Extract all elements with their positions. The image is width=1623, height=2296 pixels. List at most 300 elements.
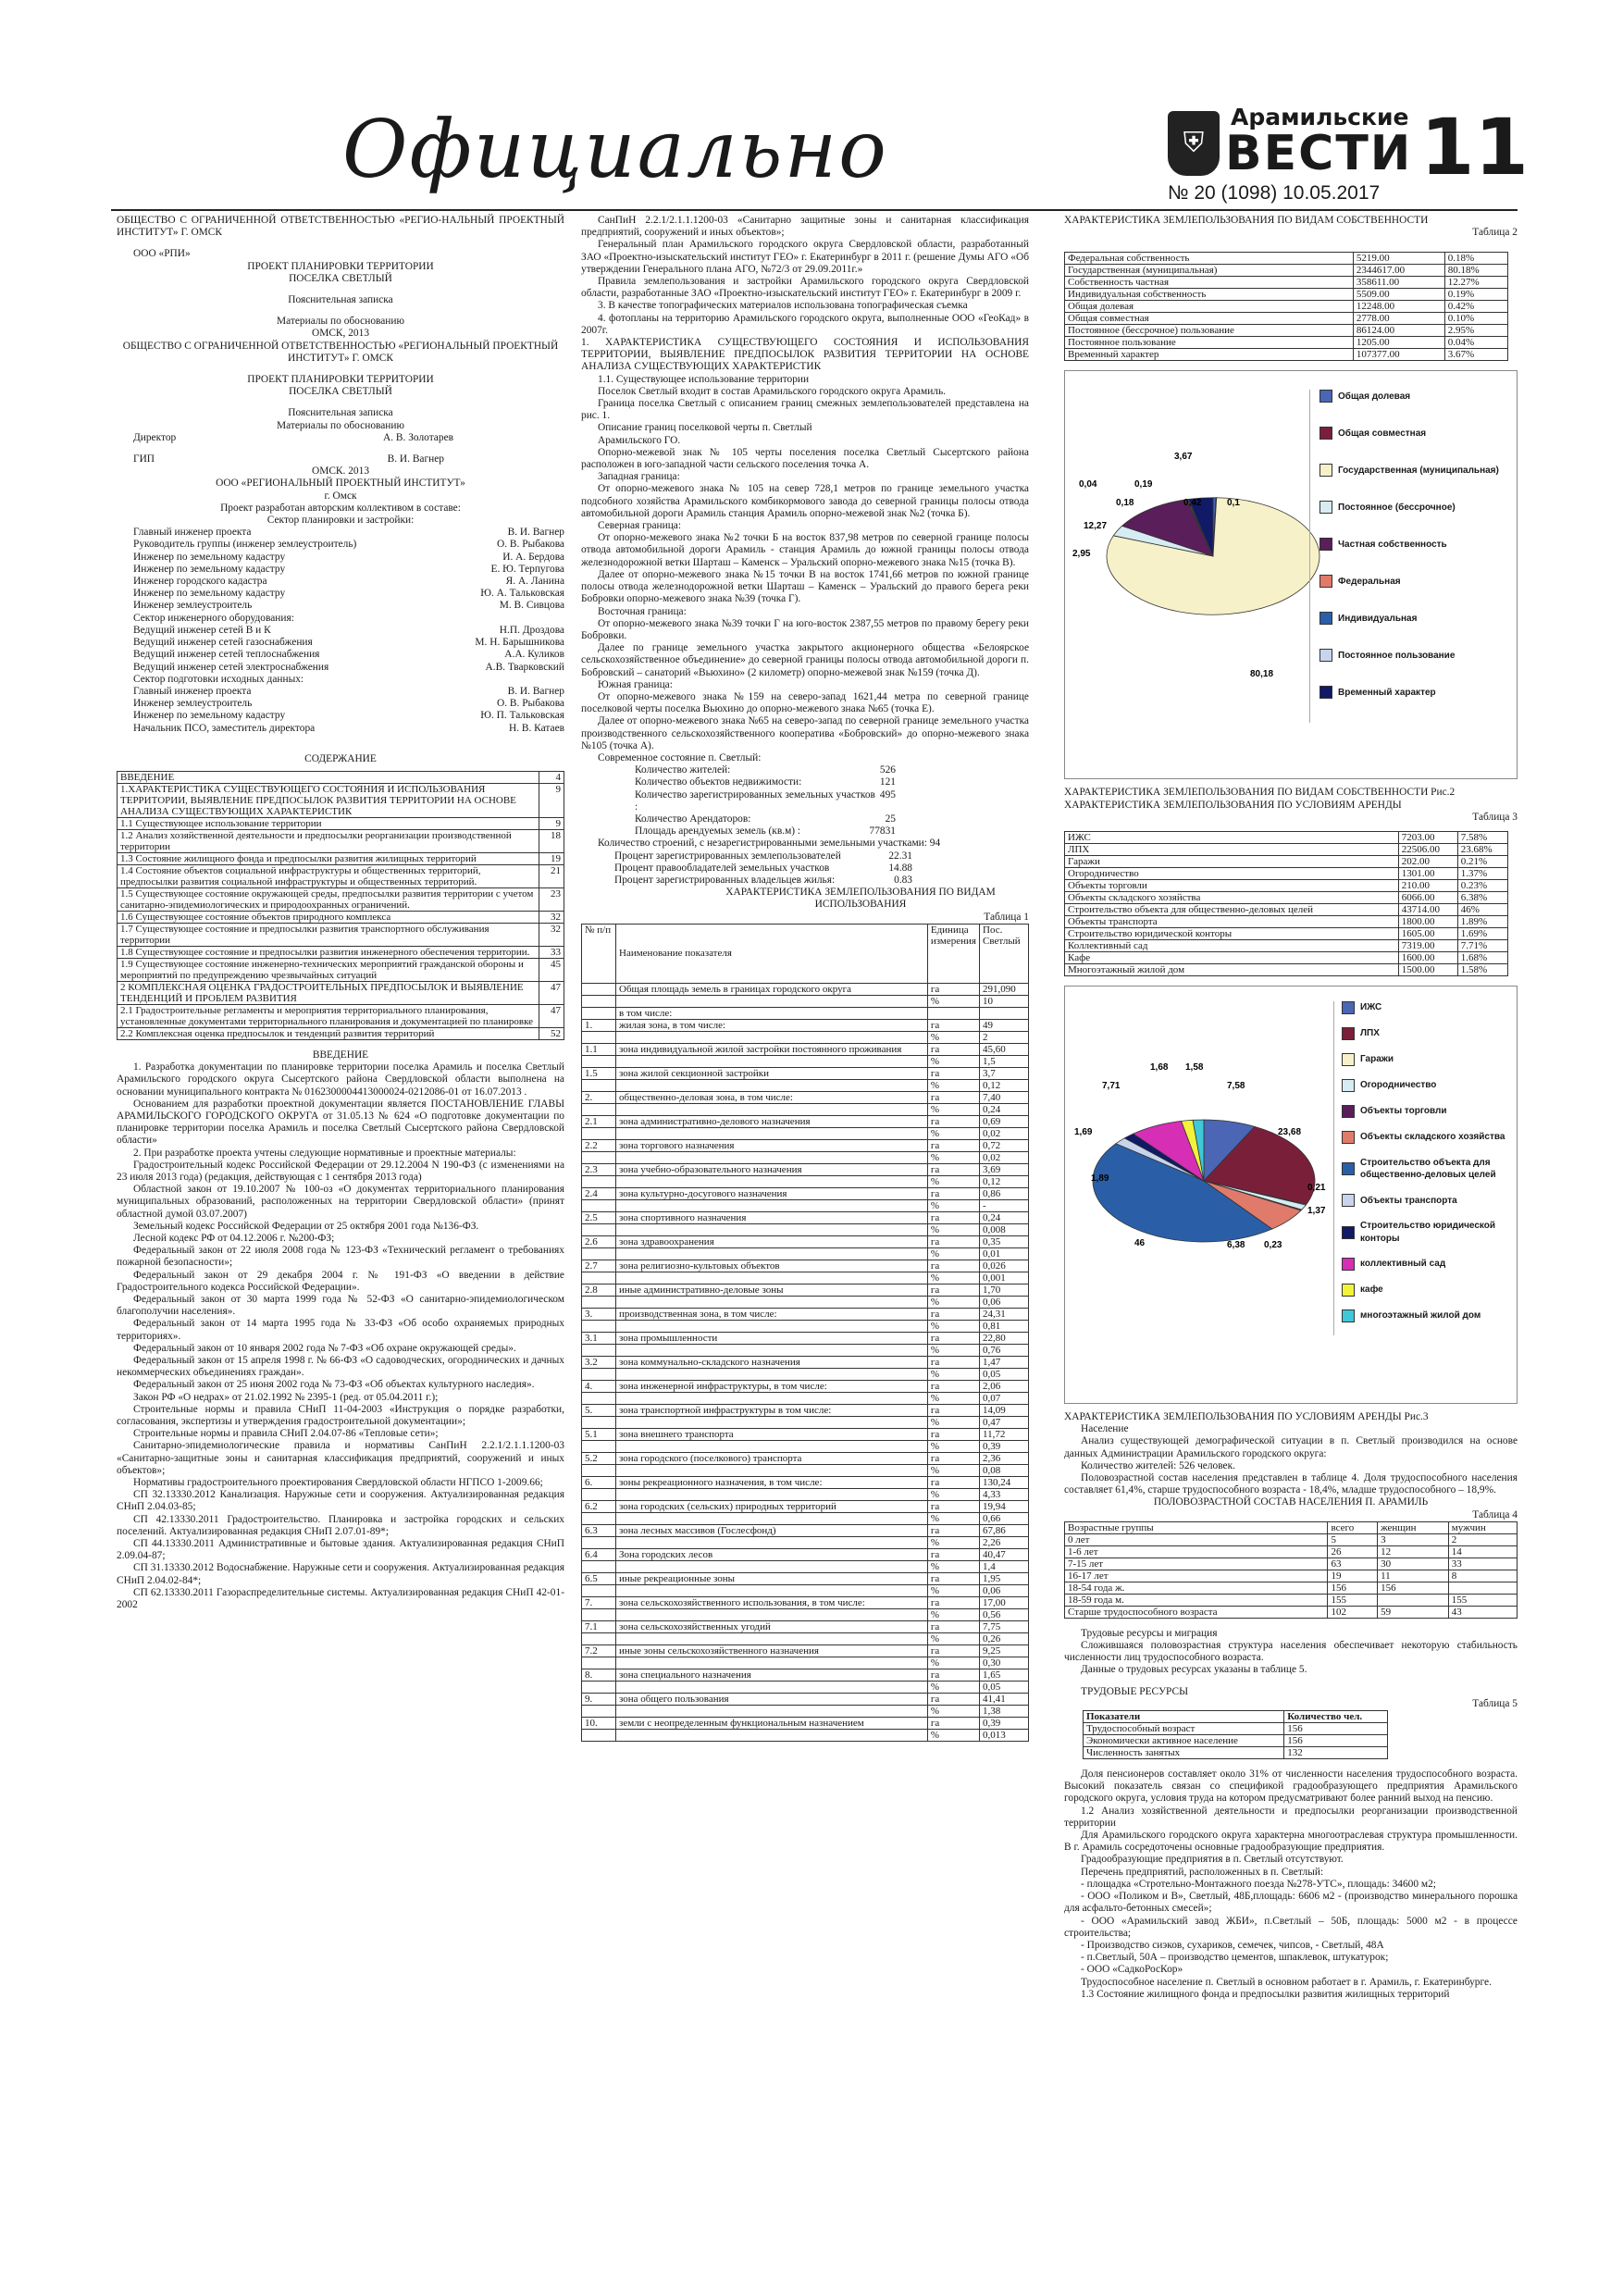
table-row — [118, 981, 564, 1004]
paragraph: Областной закон от 19.10.2007 № 100-оз «О документах территориального планирования муниципальных образований, расположенных на территории Свердловской области» (принят областной думой 03.07.2007) — [117, 1184, 564, 1220]
table-cell: % — [927, 1705, 979, 1717]
table-cell: % — [927, 1440, 979, 1452]
table-cell: зона административно-делового назначения — [616, 1115, 928, 1127]
paragraph: Сложившаяся половозрастная структура населения обеспечивает некоторую стабильность численности лиц трудоспособного возраста. — [1064, 1640, 1518, 1664]
paragraph: 4. фотопланы на территорию Арамильского городского округа, выполненные ООО «ГеоКад» в 2007г. — [581, 312, 1029, 336]
stat-row: Процент зарегистрированных владельцев жилья: 0.83 — [614, 874, 912, 886]
legend-label: Временный характер — [1338, 687, 1436, 698]
table-cell: 19 — [539, 852, 564, 864]
figure-3-caption: ХАРАКТЕРИСТИКА ЗЕМЛЕПОЛЬЗОВАНИЯ ПО УСЛОВИЯМ АРЕНДЫ Рис.3 — [1064, 1411, 1429, 1423]
table-cell: 1.4 Состояние объектов социальной инфраструктуры и общественных территорий, предпосылки развития социальной инфраструктуры и общественных территорий. — [118, 864, 539, 887]
table-cell — [582, 1392, 616, 1404]
paragraph: От опорно-межевого знака №2 точки Б на восток 837,98 метров по северной границе полосы отвода автомобильной дороги Арамиль - станция Арамиль до южной границы полосы отвода железнодорожной ветки Шарташ – Каменск – Уральский опорно-межевого знака №15 (точка В). — [581, 532, 1029, 568]
table-cell: 18-54 года ж. — [1065, 1582, 1328, 1594]
paragraph: 2. При разработке проекта учтены следующие нормативные и проектные материалы: — [133, 1147, 516, 1159]
legend-item — [1342, 1053, 1522, 1066]
table-row — [582, 1127, 1029, 1139]
table-cell: 5.1 — [582, 1428, 616, 1440]
legend-swatch — [1342, 1001, 1355, 1014]
data-label: 7,71 — [1102, 1081, 1121, 1092]
table-cell: 14 — [1448, 1545, 1517, 1558]
staff-row: Начальник ПСО, заместитель директора Н. В. Катаев — [133, 722, 564, 734]
pie-chart-svg — [1065, 987, 1343, 1403]
labor-text — [1064, 1628, 1518, 1677]
paragraph: Перечень предприятий, расположенных в п. Светлый: — [1081, 1866, 1324, 1878]
legend-label: многоэтажный жилой дом — [1360, 1310, 1481, 1322]
table-cell: ИЖС — [1065, 832, 1399, 844]
legend-swatch — [1319, 686, 1332, 699]
table-cell: % — [927, 1368, 979, 1380]
legend-item — [1342, 1258, 1522, 1271]
legend-swatch — [1319, 649, 1332, 662]
table-row — [582, 1452, 1029, 1464]
table-cell: 9. — [582, 1693, 616, 1705]
table-cell — [616, 1440, 928, 1452]
table-cell: Постоянное (бессрочное) пользование — [1065, 325, 1354, 337]
table-cell: 6. — [582, 1476, 616, 1488]
table-header-cell: женщин — [1378, 1521, 1449, 1533]
table-cell: га — [927, 1067, 979, 1079]
table-cell: Огородничество — [1065, 868, 1399, 880]
table-row — [1065, 313, 1508, 325]
figure-2-caption: ХАРАКТЕРИСТИКА ЗЕМЛЕПОЛЬЗОВАНИЯ ПО ВИДАМ СОБСТВЕННОСТИ Рис.2 — [1064, 787, 1456, 799]
table-row — [1065, 868, 1508, 880]
paragraph: Количество жителей: 526 человек. — [1081, 1459, 1235, 1471]
table-cell: 0.19% — [1444, 289, 1507, 301]
chart-legend — [1309, 390, 1523, 723]
paragraph: От опорно-межевого знака № 105 на север 728,1 метров по границе земельного участка подсобного хозяйства Арамильского комбикормового завода до северной границы полосы отвода автомобильной дороги Арамиль станция Арамиль опорно-межевой знак №2 (точка Б). — [581, 483, 1029, 519]
paragraph: Федеральный закон от 15 апреля 1998 г. № 66-ФЗ «О садоводческих, огороднических и дачных некоммерческих объединениях граждан». — [117, 1355, 564, 1379]
table-cell — [582, 1368, 616, 1380]
table-cell: 2.2 Комплексная оценка предпосылок и тенденций развития территорий — [118, 1027, 539, 1039]
table-cell: 156 — [1284, 1735, 1388, 1747]
table-cell: жилая зона, в том числе: — [616, 1019, 928, 1031]
table-cell: 0,76 — [980, 1344, 1029, 1356]
table-row — [582, 1199, 1029, 1211]
paragraph: Санитарно-эпидемиологические правила и нормативы СанПиН 2.2.1/2.1.1.1200-03 «Санитарно-защитные зоны и санитарная классификация предприятий, сооружений и иных объектов»; — [117, 1440, 564, 1476]
table-cell — [616, 1320, 928, 1332]
table-row — [582, 1657, 1029, 1669]
table-row — [582, 1296, 1029, 1308]
data-label: 1,69 — [1074, 1127, 1093, 1138]
legend-item — [1342, 1194, 1522, 1207]
legend-item — [1342, 1284, 1522, 1297]
table-cell: 0,39 — [980, 1440, 1029, 1452]
table-cell: % — [927, 1247, 979, 1260]
table-cell — [616, 1488, 928, 1500]
table-cell: 2 КОМПЛЕКСНАЯ ОЦЕНКА ГРАДОСТРОИТЕЛЬНЫХ ПРЕДПОСЫЛОК И ВЫЯВЛЕНИЕ ТЕНДЕНЦИЙ И ПРОБЛЕМ РАЗВИТИЯ — [118, 981, 539, 1004]
stat-row: Количество жителей: 526 — [635, 764, 896, 776]
table-cell: 7.71% — [1457, 940, 1507, 952]
paragraph: СП 31.13330.2012 Водоснабжение. Наружные сети и сооружения. Актуализированная редакция СНиП 2.04.02-84*; — [117, 1562, 564, 1586]
table-cell: 1.2 Анализ хозяйственной деятельности и предпосылки реорганизации производственной территории — [118, 829, 539, 852]
table-row — [118, 817, 564, 829]
paragraph: - ООО «СадкоРосКор» — [1081, 1964, 1183, 1976]
table-row — [582, 1368, 1029, 1380]
table-cell: Кафе — [1065, 952, 1399, 964]
table-cell — [582, 1608, 616, 1620]
section-1-heading: 1. ХАРАКТЕРИСТИКА СУЩЕСТВУЮЩЕГО СОСТОЯНИЯ И ИСПОЛЬЗОВАНИЯ ТЕРРИТОРИИ, ВЫЯВЛЕНИЕ ПРЕДПОСЫЛОК РАЗВИТИЯ ТЕРРИТОРИИ НА ОСНОВЕ АНАЛИЗА СУЩЕСТВУЮЩИХ ХАРАКТЕРИСТИК — [581, 337, 1029, 373]
toc-title: СОДЕРЖАНИЕ — [304, 752, 377, 764]
table-cell: га — [927, 1139, 979, 1151]
table-cell: 0,06 — [980, 1584, 1029, 1596]
table-cell: 2 — [1448, 1533, 1517, 1545]
table-cell: 0,35 — [980, 1235, 1029, 1247]
table-cell — [582, 1705, 616, 1717]
percent-stats — [598, 850, 912, 887]
table-row — [582, 1163, 1029, 1175]
table-cell: 1500.00 — [1398, 964, 1457, 976]
table-cell: 22,80 — [980, 1332, 1029, 1344]
stat-row: Процент зарегистрированных землепользователей 22.31 — [614, 850, 912, 862]
table-cell: 1. — [582, 1019, 616, 1031]
table-cell — [582, 1103, 616, 1115]
legend-swatch — [1319, 612, 1332, 625]
table-cell — [582, 1729, 616, 1741]
table-cell: Индивидуальная собственность — [1065, 289, 1354, 301]
table-cell — [582, 1031, 616, 1043]
table-cell: 19 — [1328, 1570, 1378, 1582]
table-row — [1065, 1594, 1518, 1606]
intro-text — [117, 1061, 564, 1611]
legend-label: Федеральная — [1338, 576, 1401, 587]
table-cell: 0.23% — [1457, 880, 1507, 892]
table-cell — [616, 1729, 928, 1741]
table-cell: Государственная (муниципальная) — [1065, 265, 1354, 277]
table-header-cell: Единица измерения — [927, 924, 979, 983]
table-cell — [582, 1151, 616, 1163]
paragraph: - п.Светлый, 50А – производство цементов, шпаклевок, штукатурок; — [1081, 1952, 1389, 1964]
data-label: 1,58 — [1185, 1062, 1204, 1074]
table-cell — [582, 1175, 616, 1187]
table-cell — [616, 1657, 928, 1669]
table-cell: 12.27% — [1444, 277, 1507, 289]
legend-label: ЛПХ — [1360, 1028, 1380, 1039]
newspaper-section-title: Официально — [342, 104, 888, 196]
legend-swatch — [1319, 538, 1332, 551]
table-cell — [582, 1560, 616, 1572]
data-label: 0,23 — [1264, 1240, 1282, 1251]
org-line: ООО «РЕГИОНАЛЬНЫЙ ПРОЕКТНЫЙ ИНСТИТУТ» — [216, 478, 465, 490]
data-label: 0,42 — [1183, 498, 1202, 509]
population-table — [1064, 1521, 1518, 1619]
table-row — [582, 1211, 1029, 1223]
paragraph: От опорно-межевого знака №39 точки Г на юго-восток 2387,55 метров по правому берегу реки Бобровки. — [581, 617, 1029, 641]
table-cell: 1-6 лет — [1065, 1545, 1328, 1558]
table-cell: 6.4 — [582, 1548, 616, 1560]
table-cell — [616, 1296, 928, 1308]
staff-row: Главный инженер проекта В. И. Вагнер — [133, 685, 564, 697]
paragraph: Граница поселка Светлый с описанием границ смежных землепользователей представлена на рис. 1. — [581, 398, 1029, 422]
table-cell: % — [927, 1296, 979, 1308]
table-4-label: Таблица 4 — [1472, 1508, 1518, 1520]
legend-item — [1342, 1131, 1522, 1144]
table-cell: 23.68% — [1457, 844, 1507, 856]
table-row — [1065, 892, 1508, 904]
legend-item — [1342, 1105, 1522, 1118]
table-cell: га — [927, 1428, 979, 1440]
table-row — [582, 1079, 1029, 1091]
stat-row: Количество зарегистрированных земельных участков : 495 — [635, 788, 896, 813]
table-row — [1084, 1723, 1388, 1735]
table-cell: Коллективный сад — [1065, 940, 1399, 952]
table-cell: 21 — [539, 864, 564, 887]
legend-swatch — [1342, 1079, 1355, 1092]
table-cell: % — [927, 1416, 979, 1428]
table-cell: % — [927, 1175, 979, 1187]
paragraph: Описание границ поселковой черты п. Светлый — [598, 422, 812, 434]
table-cell: 0.04% — [1444, 337, 1507, 349]
staff-row: Инженер по земельному кадастру Ю. А. Тальковская — [133, 588, 564, 600]
table-cell: 2.5 — [582, 1211, 616, 1223]
table-cell — [582, 1681, 616, 1693]
table-cell: зона внешнего транспорта — [616, 1428, 928, 1440]
table-cell: Строительство юридической конторы — [1065, 928, 1399, 940]
table-cell: 5 — [1328, 1533, 1378, 1545]
table-cell: 7.2 — [582, 1644, 616, 1657]
table-cell: 17,00 — [980, 1596, 1029, 1608]
stat-row: Количество объектов недвижимости: 121 — [635, 776, 896, 788]
legend-label: Постоянное (бессрочное) — [1338, 502, 1456, 513]
table-cell: 12 — [1378, 1545, 1449, 1558]
table-cell: зона коммунально-складского назначения — [616, 1356, 928, 1368]
table-cell: 1605.00 — [1398, 928, 1457, 940]
legend-label: кафе — [1360, 1285, 1383, 1296]
legend-label: Строительство объекта для общественно-деловых целей — [1360, 1158, 1496, 1181]
legend-swatch — [1319, 427, 1332, 440]
legend-label: Огородничество — [1360, 1080, 1437, 1091]
legend-item — [1319, 427, 1523, 440]
table-row — [1065, 1545, 1518, 1558]
table-row — [1065, 1606, 1518, 1618]
legend-swatch — [1342, 1027, 1355, 1040]
table-cell: 33 — [539, 946, 564, 958]
table-row — [582, 1091, 1029, 1103]
table-cell: 1,4 — [980, 1560, 1029, 1572]
table-cell: 33 — [1448, 1558, 1517, 1570]
table-row — [118, 887, 564, 911]
table-cell: 7.1 — [582, 1620, 616, 1632]
table-row — [582, 1717, 1029, 1729]
column-3 — [1064, 215, 1518, 2001]
paragraph: Градообразующие предприятия в п. Светлый отсутствуют. — [1081, 1854, 1344, 1866]
table-cell: 210.00 — [1398, 880, 1457, 892]
table-cell — [616, 1247, 928, 1260]
table-cell: 0,06 — [980, 1296, 1029, 1308]
table-cell: % — [927, 1681, 979, 1693]
table-cell: 9 — [539, 817, 564, 829]
legend-swatch — [1342, 1258, 1355, 1271]
table-cell: 6.3 — [582, 1524, 616, 1536]
table-row — [1065, 289, 1508, 301]
table-cell: % — [927, 1223, 979, 1235]
table-cell: 7319.00 — [1398, 940, 1457, 952]
staff-list-1 — [117, 527, 564, 612]
paragraph: Западная граница: — [598, 471, 680, 483]
team-heading: Проект разработан авторским коллективом в составе: — [220, 502, 461, 514]
table-row — [582, 1416, 1029, 1428]
table-cell: 6.5 — [582, 1572, 616, 1584]
table-row — [582, 1729, 1029, 1741]
table-cell: 2344617.00 — [1353, 265, 1444, 277]
staff-row: Инженер по земельному кадастру Е. Ю. Терпугова — [133, 563, 564, 575]
table-cell: Общая долевая — [1065, 301, 1354, 313]
table-cell — [616, 1103, 928, 1115]
table-cell: 7. — [582, 1596, 616, 1608]
table-row — [582, 1560, 1029, 1572]
table-row — [582, 1392, 1029, 1404]
table-cell: 0,66 — [980, 1512, 1029, 1524]
materials-label-2: Материалы по обоснованию — [277, 419, 404, 431]
legend-label: Объекты складского хозяйства — [1360, 1132, 1505, 1143]
table-header-cell: Возрастные группы — [1065, 1521, 1328, 1533]
table-cell: % — [927, 1536, 979, 1548]
table-cell: 1.7 Существующее состояние и предпосылки развития транспортного обслуживания территории — [118, 923, 539, 946]
table-cell: Объекты складского хозяйства — [1065, 892, 1399, 904]
legend-label: Объекты транспорта — [1360, 1195, 1457, 1206]
legend-item — [1342, 1157, 1522, 1181]
table-cell: % — [927, 1031, 979, 1043]
table-cell: зона сельскохозяйственных угодий — [616, 1620, 928, 1632]
pie-chart-svg — [1065, 371, 1343, 778]
table-cell — [582, 983, 616, 995]
legend-item — [1342, 1309, 1522, 1322]
table-cell: 107377.00 — [1353, 349, 1444, 361]
director-line: Директор А. В. Золотарев — [133, 431, 453, 443]
table-cell: 0.10% — [1444, 313, 1507, 325]
table-row — [582, 1019, 1029, 1031]
table-cell — [616, 1031, 928, 1043]
table-cell: 1.ХАРАКТЕРИСТИКА СУЩЕСТВУЮЩЕГО СОСТОЯНИЯ И ИСПОЛЬЗОВАНИЯ ТЕРРИТОРИИ, ВЫЯВЛЕНИЕ ПРЕДПОСЫЛОК РАЗВИТИЯ ТЕРРИТОРИИ НА ОСНОВЕ АНАЛИЗА СУЩЕСТВУЮЩИХ ХАРАКТЕРИСТИК — [118, 783, 539, 817]
table-row — [1065, 1570, 1518, 1582]
data-label: 6,38 — [1227, 1240, 1245, 1251]
table-row — [118, 1027, 564, 1039]
paragraph: Далее от опорно-межевого знака №15 точки В на восток 1741,66 метров по южной границе полосы отвода железнодорожной ветки Шарташ – Каменск – Уральский до правого берега реки Бобровки опорно-межевого знака №39 (точка Г). — [581, 568, 1029, 605]
table-cell: 5509.00 — [1353, 289, 1444, 301]
city-year-2: ОМСК. 2013 — [311, 465, 370, 478]
table-cell: 5. — [582, 1404, 616, 1416]
table-cell: га — [927, 1163, 979, 1175]
data-label: 1,68 — [1150, 1062, 1169, 1074]
settlement-stats — [618, 764, 896, 838]
paragraph: Далее от опорно-межевого знака №65 на северо-запад по северной границе земельного участка производственного сельскохозяйственного кооператива «Бобровский» до опорно-межевого знака №105 (точка А). — [581, 715, 1029, 751]
table-cell: 155 — [1328, 1594, 1378, 1606]
table-cell: Общая площадь земель в границах городского округа — [616, 983, 928, 995]
table-cell: зона лесных массивов (Гослесфонд) — [616, 1524, 928, 1536]
table-cell: % — [927, 1055, 979, 1067]
table-row — [1065, 1582, 1518, 1594]
sector-heading-3: Сектор подготовки исходных данных: — [133, 673, 304, 685]
table-cell: иные административно-деловые зоны — [616, 1284, 928, 1296]
table-row — [118, 852, 564, 864]
table-cell: 0,02 — [980, 1127, 1029, 1139]
table-cell: 26 — [1328, 1545, 1378, 1558]
legend-label: Строительство юридической конторы — [1360, 1221, 1496, 1244]
staff-row: Главный инженер проекта В. И. Вагнер — [133, 527, 564, 539]
table-cell: 11 — [1378, 1570, 1449, 1582]
table-cell: иные зоны сельскохозяйственного назначения — [616, 1644, 928, 1657]
toc-table — [117, 771, 564, 1040]
table-cell: 0,001 — [980, 1272, 1029, 1284]
paragraph: Нормативы градостроительного проектирования Свердловской области НГПСО 1-2009.66; — [133, 1477, 543, 1489]
org-short: ООО «РПИ» — [133, 248, 191, 260]
legend-item — [1342, 1079, 1522, 1092]
table-cell: 9,25 — [980, 1644, 1029, 1657]
table-cell: 47 — [539, 1004, 564, 1027]
table-cell: 130,24 — [980, 1476, 1029, 1488]
gip-line: ГИП В. И. Вагнер — [133, 453, 444, 465]
table-cell: 0,56 — [980, 1608, 1029, 1620]
table-cell: 6.38% — [1457, 892, 1507, 904]
table-row — [582, 1644, 1029, 1657]
sector-heading-1: Сектор планировки и застройки: — [266, 515, 415, 527]
legend-swatch — [1342, 1226, 1355, 1239]
table-cell: 3.1 — [582, 1332, 616, 1344]
coat-of-arms-icon: ⛨ — [1168, 111, 1220, 176]
city-year: ОМСК, 2013 — [311, 328, 370, 340]
table-cell: 10. — [582, 1717, 616, 1729]
table-row — [582, 983, 1029, 995]
table-cell — [616, 1127, 928, 1139]
table-cell: га — [927, 1500, 979, 1512]
data-label: 46 — [1134, 1238, 1146, 1249]
table-row — [1065, 1558, 1518, 1570]
paragraph: Современное состояние п. Светлый: — [598, 751, 762, 763]
table-cell — [616, 1681, 928, 1693]
table-cell: га — [927, 1548, 979, 1560]
table-cell: 0,026 — [980, 1260, 1029, 1272]
table-cell: 63 — [1328, 1558, 1378, 1570]
paragraph: Далее по границе земельного участка закрытого акционерного общества «Белоярское сельскохозяйственное объединение» до северной границы полосы отвода автомобильной дороги п. Бобровский – санаторий «Вьюхино» (2 километр) опорно-межевой знак №159 (точка Д). — [581, 642, 1029, 678]
table-cell — [616, 1175, 928, 1187]
paragraph: Градостроительный кодекс Российской Федерации от 29.12.2004 N 190-ФЗ (с изменениями на 23 июля 2013 года) (редакция, действующая с 1 сентября 2013 года) — [117, 1159, 564, 1183]
table-cell: га — [927, 1091, 979, 1103]
legend-item — [1342, 1027, 1522, 1040]
table-row — [582, 1512, 1029, 1524]
table-cell: 2,06 — [980, 1380, 1029, 1392]
rent-table — [1064, 831, 1508, 976]
table-cell: 1.58% — [1457, 964, 1507, 976]
paragraph: Арамильского ГО. — [598, 434, 681, 446]
table-cell: га — [927, 1404, 979, 1416]
table-row — [582, 1632, 1029, 1644]
chart-legend — [1333, 1001, 1522, 1335]
table-cell: 2,26 — [980, 1536, 1029, 1548]
table-cell: 2. — [582, 1091, 616, 1103]
paragraph: Южная граница: — [598, 678, 673, 690]
table-cell: га — [927, 1596, 979, 1608]
legend-swatch — [1342, 1162, 1355, 1175]
table-cell: 102 — [1328, 1606, 1378, 1618]
table-cell: - — [980, 1199, 1029, 1211]
table-row — [582, 1260, 1029, 1272]
table-cell: 1205.00 — [1353, 337, 1444, 349]
org-heading: ОБЩЕСТВО С ОГРАНИЧЕННОЙ ОТВЕТСТВЕННОСТЬЮ «РЕГИО-НАЛЬНЫЙ ПРОЕКТНЫЙ ИНСТИТУТ» Г. ОМСК — [117, 215, 564, 239]
table-cell: Зона городских лесов — [616, 1548, 928, 1560]
paragraph: Федеральный закон от 10 января 2002 года № 7-ФЗ «Об охране окружающей среды». — [133, 1342, 516, 1354]
table-cell: 14,09 — [980, 1404, 1029, 1416]
table-cell: % — [927, 1344, 979, 1356]
table-cell: га — [927, 1308, 979, 1320]
table-row — [582, 1332, 1029, 1344]
paragraph: Для Арамильского городского округа характерна многоотраслевая структура промышленности. В г. Арамиль сосредоточены основные градообразующие предприятия. — [1064, 1830, 1518, 1854]
table-cell: зона спортивного назначения — [616, 1211, 928, 1223]
paragraph: Лесной кодекс РФ от 04.12.2006 г. №200-ФЗ; — [133, 1232, 335, 1244]
table-cell: 1600.00 — [1398, 952, 1457, 964]
table-row — [1065, 253, 1508, 265]
legend-swatch — [1319, 464, 1332, 477]
table-row — [582, 1247, 1029, 1260]
